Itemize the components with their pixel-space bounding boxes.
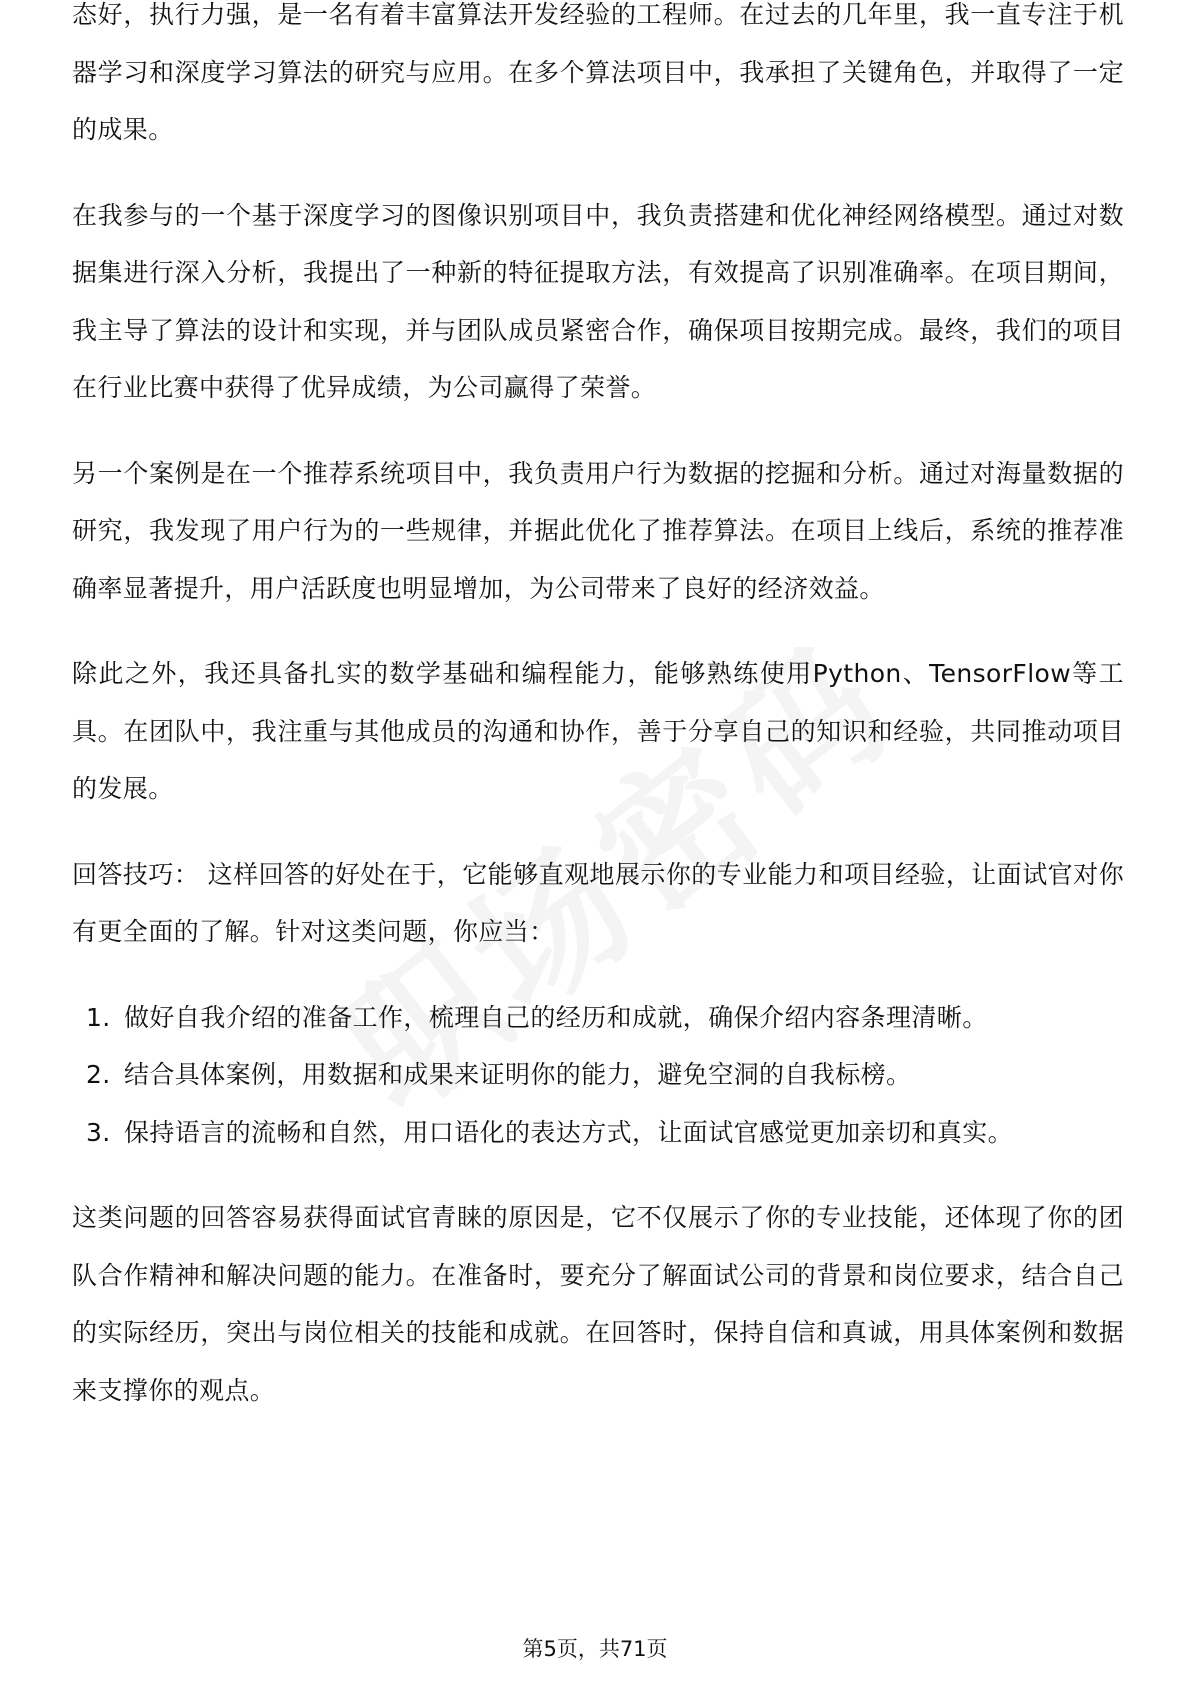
page-content xyxy=(72,0,1124,1419)
list-item xyxy=(72,1046,1124,1104)
paragraph-gap xyxy=(72,417,1124,445)
paragraph-gap xyxy=(72,961,1124,989)
list-item-number: 1. xyxy=(86,1002,111,1032)
paragraph-gap xyxy=(72,818,1124,846)
list-item xyxy=(72,1104,1124,1162)
paragraph-gap xyxy=(72,159,1124,187)
tips-list xyxy=(72,989,1124,1162)
list-item-text: 保持语言的流畅和自然，用口语化的表达方式，让面试官感觉更加亲切和真实。 xyxy=(124,1117,1014,1147)
list-item-text: 做好自我介绍的准备工作，梳理自己的经历和成就，确保介绍内容条理清晰。 xyxy=(124,1002,988,1032)
list-item-number: 2. xyxy=(86,1060,111,1089)
list-item xyxy=(72,989,1124,1047)
page-number-footer: 第5页，共71页 xyxy=(522,1637,668,1661)
paragraph-intro: 态好，执行力强，是一名有着丰富算法开发经验的工程师。在过去的几年里，我一直专注于机器学习和深度学习算法的研究与应用。在多个算法项目中，我承担了关键角色，并取得了一定的成果。 xyxy=(72,0,1124,144)
paragraph-closing: 这类问题的回答容易获得面试官青睐的原因是，它不仅展示了你的专业技能，还体现了你的团队合作精神和解决问题的能力。在准备时，要充分了解面试公司的背景和岗位要求，结合自己的实际经历，突出与岗位相关的技能和成就。在回答时，保持自信和真诚，用具体案例和数据来支撑你的观点。 xyxy=(72,1203,1124,1405)
paragraph-skills: 除此之外，我还具备扎实的数学基础和编程能力，能够熟练使用Python、TensorFlow等工具。在团队中，我注重与其他成员的沟通和协作，善于分享自己的知识和经验，共同推动项目的发展。 xyxy=(72,659,1124,803)
paragraph-gap xyxy=(72,617,1124,645)
paragraph-recommendation-case: 另一个案例是在一个推荐系统项目中，我负责用户行为数据的挖掘和分析。通过对海量数据的研究，我发现了用户行为的一些规律，并据此优化了推荐算法。在项目上线后，系统的推荐准确率显著提升，用户活跃度也明显增加，为公司带来了良好的经济效益。 xyxy=(72,458,1124,603)
paragraph-image-recognition-case: 在我参与的一个基于深度学习的图像识别项目中，我负责搭建和优化神经网络模型。通过对数据集进行深入分析，我提出了一种新的特征提取方法，有效提高了识别准确率。在项目期间，我主导了算法的设计和实现，并与团队成员紧密合作，确保项目按期完成。最终，我们的项目在行业比赛中获得了优异成绩，为公司赢得了荣誉。 xyxy=(72,200,1124,402)
list-item-text: 结合具体案例，用数据和成果来证明你的能力，避免空洞的自我标榜。 xyxy=(124,1060,912,1089)
paragraph-gap xyxy=(72,1161,1124,1189)
list-item-number: 3. xyxy=(86,1117,111,1147)
paragraph-answer-tips: 回答技巧： 这样回答的好处在于，它能够直观地展示你的专业能力和项目经验，让面试官对你有更全面的了解。针对这类问题，你应当： xyxy=(72,859,1124,946)
